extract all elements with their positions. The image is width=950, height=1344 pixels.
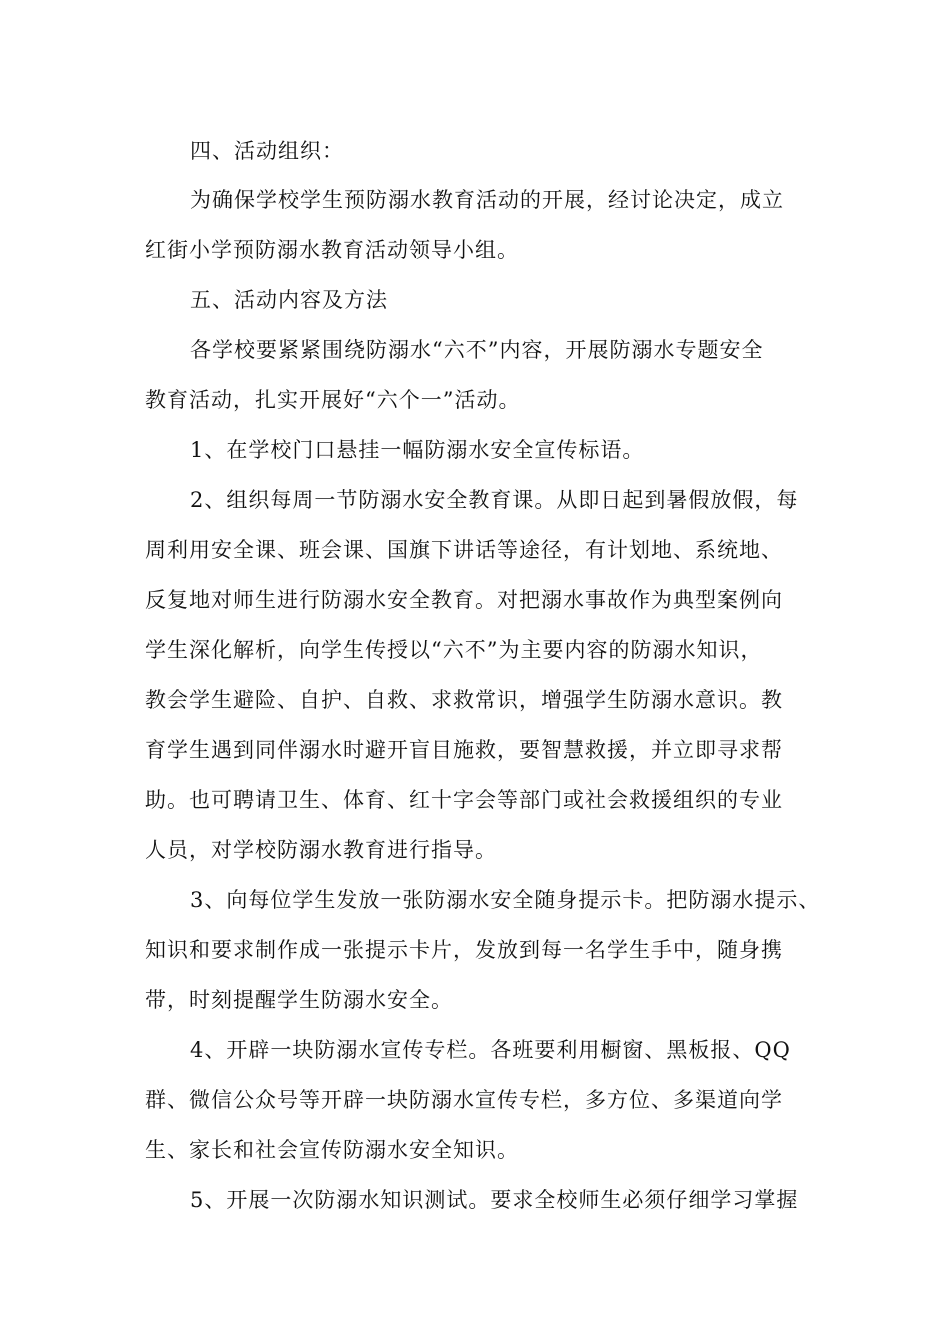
paragraph-line: 教育活动，扎实开展好“六个一”活动。 — [145, 388, 521, 412]
paragraph-line: 各学校要紧紧围绕防溺水“六不”内容，开展防溺水专题安全 — [190, 338, 764, 362]
section-heading-activity-organization: 四、活动组织： — [190, 139, 344, 163]
list-item-4: 4、开辟一块防溺水宣传专栏。各班要利用橱窗、黑板报、QQ — [190, 1038, 791, 1062]
list-item-5: 5、开展一次防溺水知识测试。要求全校师生必须仔细学习掌握 — [190, 1188, 799, 1212]
section-heading-activity-content: 五、活动内容及方法 — [190, 288, 388, 312]
paragraph-line: 学生深化解析，向学生传授以“六不”为主要内容的防溺水知识， — [145, 638, 763, 662]
paragraph-line: 教会学生避险、自护、自救、求救常识，增强学生防溺水意识。教 — [145, 688, 783, 712]
list-item-3: 3、向每位学生发放一张防溺水安全随身提示卡。把防溺水提示、 — [190, 888, 821, 912]
paragraph-line: 为确保学校学生预防溺水教育活动的开展，经讨论决定，成立 — [190, 188, 784, 212]
list-item-1: 1、在学校门口悬挂一幅防溺水安全宣传标语。 — [190, 438, 645, 462]
paragraph-line: 带，时刻提醒学生防溺水安全。 — [145, 988, 453, 1012]
paragraph-line: 反复地对师生进行防溺水安全教育。对把溺水事故作为典型案例向 — [145, 588, 783, 612]
paragraph-line: 红街小学预防溺水教育活动领导小组。 — [145, 238, 519, 262]
paragraph-line: 知识和要求制作成一张提示卡片，发放到每一名学生手中，随身携 — [145, 938, 783, 962]
paragraph-line: 周利用安全课、班会课、国旗下讲话等途径，有计划地、系统地、 — [145, 538, 783, 562]
paragraph-line: 群、微信公众号等开辟一块防溺水宣传专栏，多方位、多渠道向学 — [145, 1088, 783, 1112]
paragraph-line: 人员，对学校防溺水教育进行指导。 — [145, 838, 497, 862]
paragraph-line: 生、家长和社会宣传防溺水安全知识。 — [145, 1138, 519, 1162]
paragraph-line: 育学生遇到同伴溺水时避开盲目施救，要智慧救援，并立即寻求帮 — [145, 738, 783, 762]
paragraph-line: 助。也可聘请卫生、体育、红十字会等部门或社会救援组织的专业 — [145, 788, 783, 812]
list-item-2: 2、组织每周一节防溺水安全教育课。从即日起到暑假放假，每 — [190, 488, 799, 512]
